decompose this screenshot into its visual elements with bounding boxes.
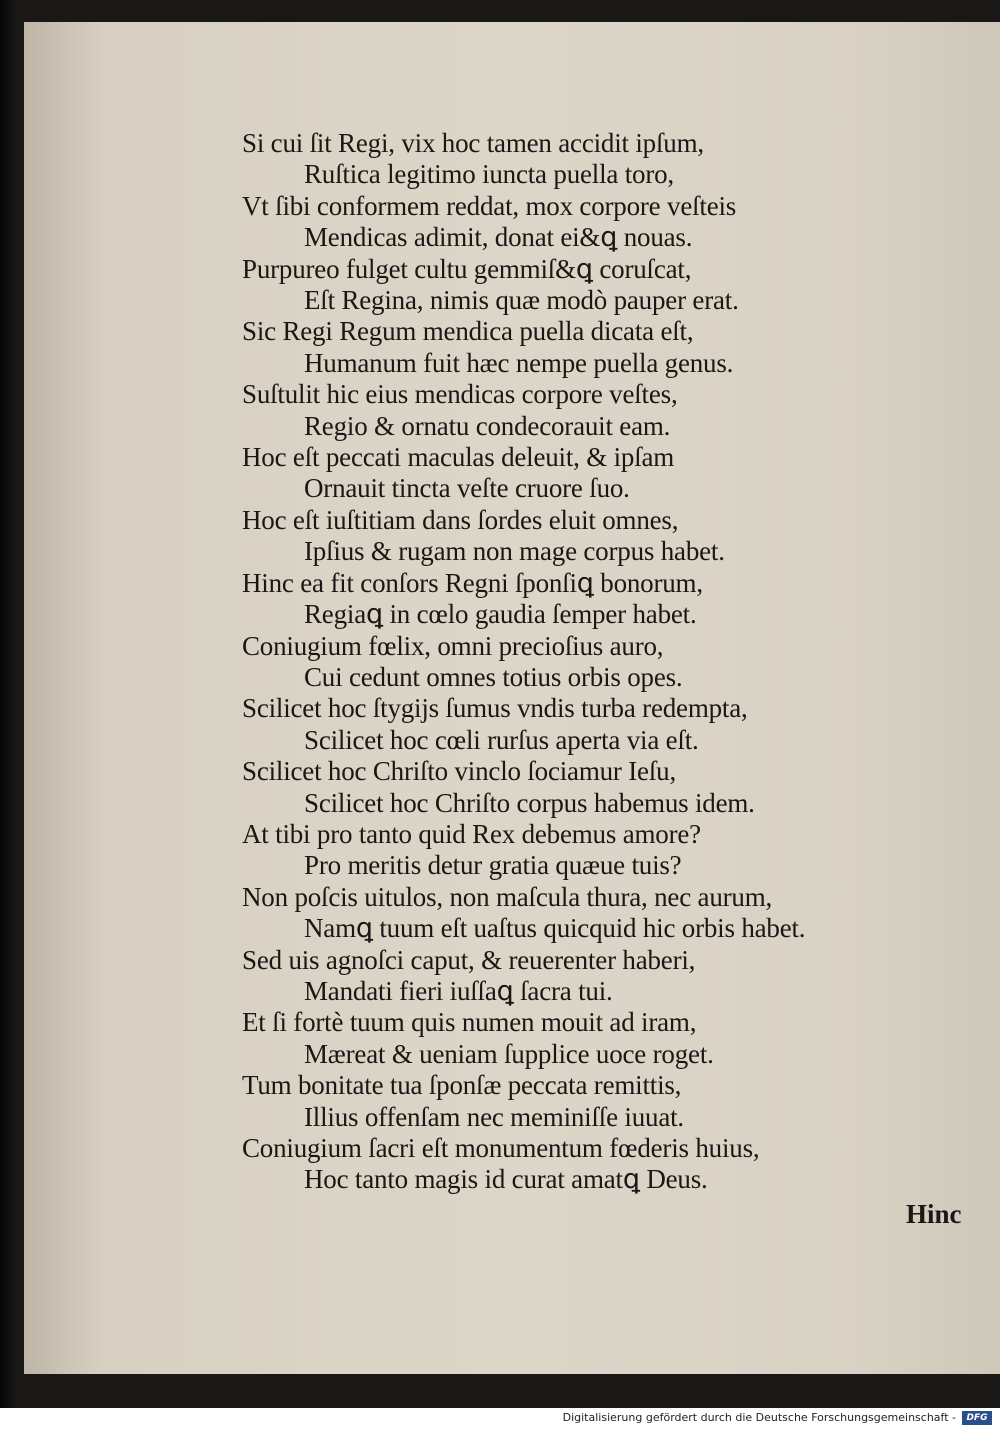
catchword: Hinc	[906, 1199, 962, 1229]
verse-line: Scilicet hoc ſtygijs ſumus vndis turba redempta,	[242, 693, 748, 724]
verse-line: Mandati fieri iuſſaꝗ ſacra tui.	[304, 975, 613, 1006]
verse-line: Hinc ea fit conſors Regni ſponſiꝗ bonorum,	[242, 567, 703, 598]
verse-line: Scilicet hoc Chriſto vinclo ſociamur Ieſu,	[242, 756, 676, 787]
footer-bar	[0, 1408, 1000, 1431]
verse-line: Sic Regi Regum mendica puella dicata eſt,	[242, 316, 694, 347]
verse-line: Non poſcis uitulos, non maſcula thura, nec aurum,	[242, 881, 773, 912]
verse-line: Mæreat & ueniam ſupplice uoce roget.	[304, 1038, 714, 1069]
verse-line: Cui cedunt omnes totius orbis opes.	[304, 661, 683, 692]
verse-line: Humanum fuit hæc nempe puella genus.	[304, 347, 734, 378]
verse-line: Regiaꝗ in cœlo gaudia ſemper habet.	[304, 599, 697, 630]
verse-line: Scilicet hoc cœli rurſus aperta via eſt.	[304, 724, 699, 755]
verse-line: Sed uis agnoſci caput, & reuerenter haberi,	[242, 944, 696, 975]
book-spine-shadow	[0, 0, 18, 1408]
verse-line: Vt ſibi conformem reddat, mox corpore veſteis	[242, 190, 737, 221]
verse-line: At tibi pro tanto quid Rex debemus amore?	[242, 818, 701, 849]
verse-line: Regio & ornatu condecorauit eam.	[304, 410, 671, 441]
dfg-logo: DFG	[962, 1411, 992, 1425]
verse-line: Ipſius & rugam non mage corpus habet.	[304, 536, 725, 567]
verse-line: Tum bonitate tua ſponſæ peccata remittis,	[242, 1070, 682, 1101]
verse-line: Namꝗ tuum eſt uaſtus quicquid hic orbis habet.	[304, 913, 806, 944]
verse-line: Purpureo fulget cultu gemmiſ&ꝗ coruſcat,	[242, 253, 692, 284]
verse-line: Si cui ſit Regi, vix hoc tamen accidit ipſum,	[242, 128, 704, 158]
verse-line: Ruſtica legitimo iuncta puella toro,	[304, 159, 674, 190]
verse-block	[242, 128, 882, 1196]
verse-line: Pro meritis detur gratia quæue tuis?	[304, 850, 682, 881]
verse-line: Hoc eſt peccati maculas deleuit, & ipſam	[242, 442, 675, 473]
funding-credit: Digitalisierung gefördert durch die Deutsche Forschungsgemeinschaft -	[562, 1411, 956, 1424]
verse-line: Hoc eſt iuſtitiam dans ſordes eluit omnes,	[242, 504, 679, 535]
verse-line: Mendicas adimit, donat ei&ꝗ nouas.	[304, 222, 693, 253]
verse-line: Illius offenſam nec meminiſſe iuuat.	[304, 1101, 684, 1132]
verse-line: Eſt Regina, nimis quæ modò pauper erat.	[304, 285, 739, 316]
verse-line: Ornauit tincta veſte cruore ſuo.	[304, 473, 630, 504]
book-page	[24, 22, 1000, 1374]
verse-line: Coniugium fœlix, omni precioſius auro,	[242, 630, 664, 661]
verse-line: Suſtulit hic eius mendicas corpore veſtes,	[242, 379, 678, 410]
verse-line: Et ſi fortè tuum quis numen mouit ad iram,	[242, 1007, 697, 1038]
verse-line: Coniugium ſacri eſt monumentum fœderis huius,	[242, 1133, 760, 1163]
verse-line: Scilicet hoc Chriſto corpus habemus idem.	[304, 787, 755, 818]
verse-line: Hoc tanto magis id curat amatꝗ Deus.	[304, 1164, 708, 1195]
